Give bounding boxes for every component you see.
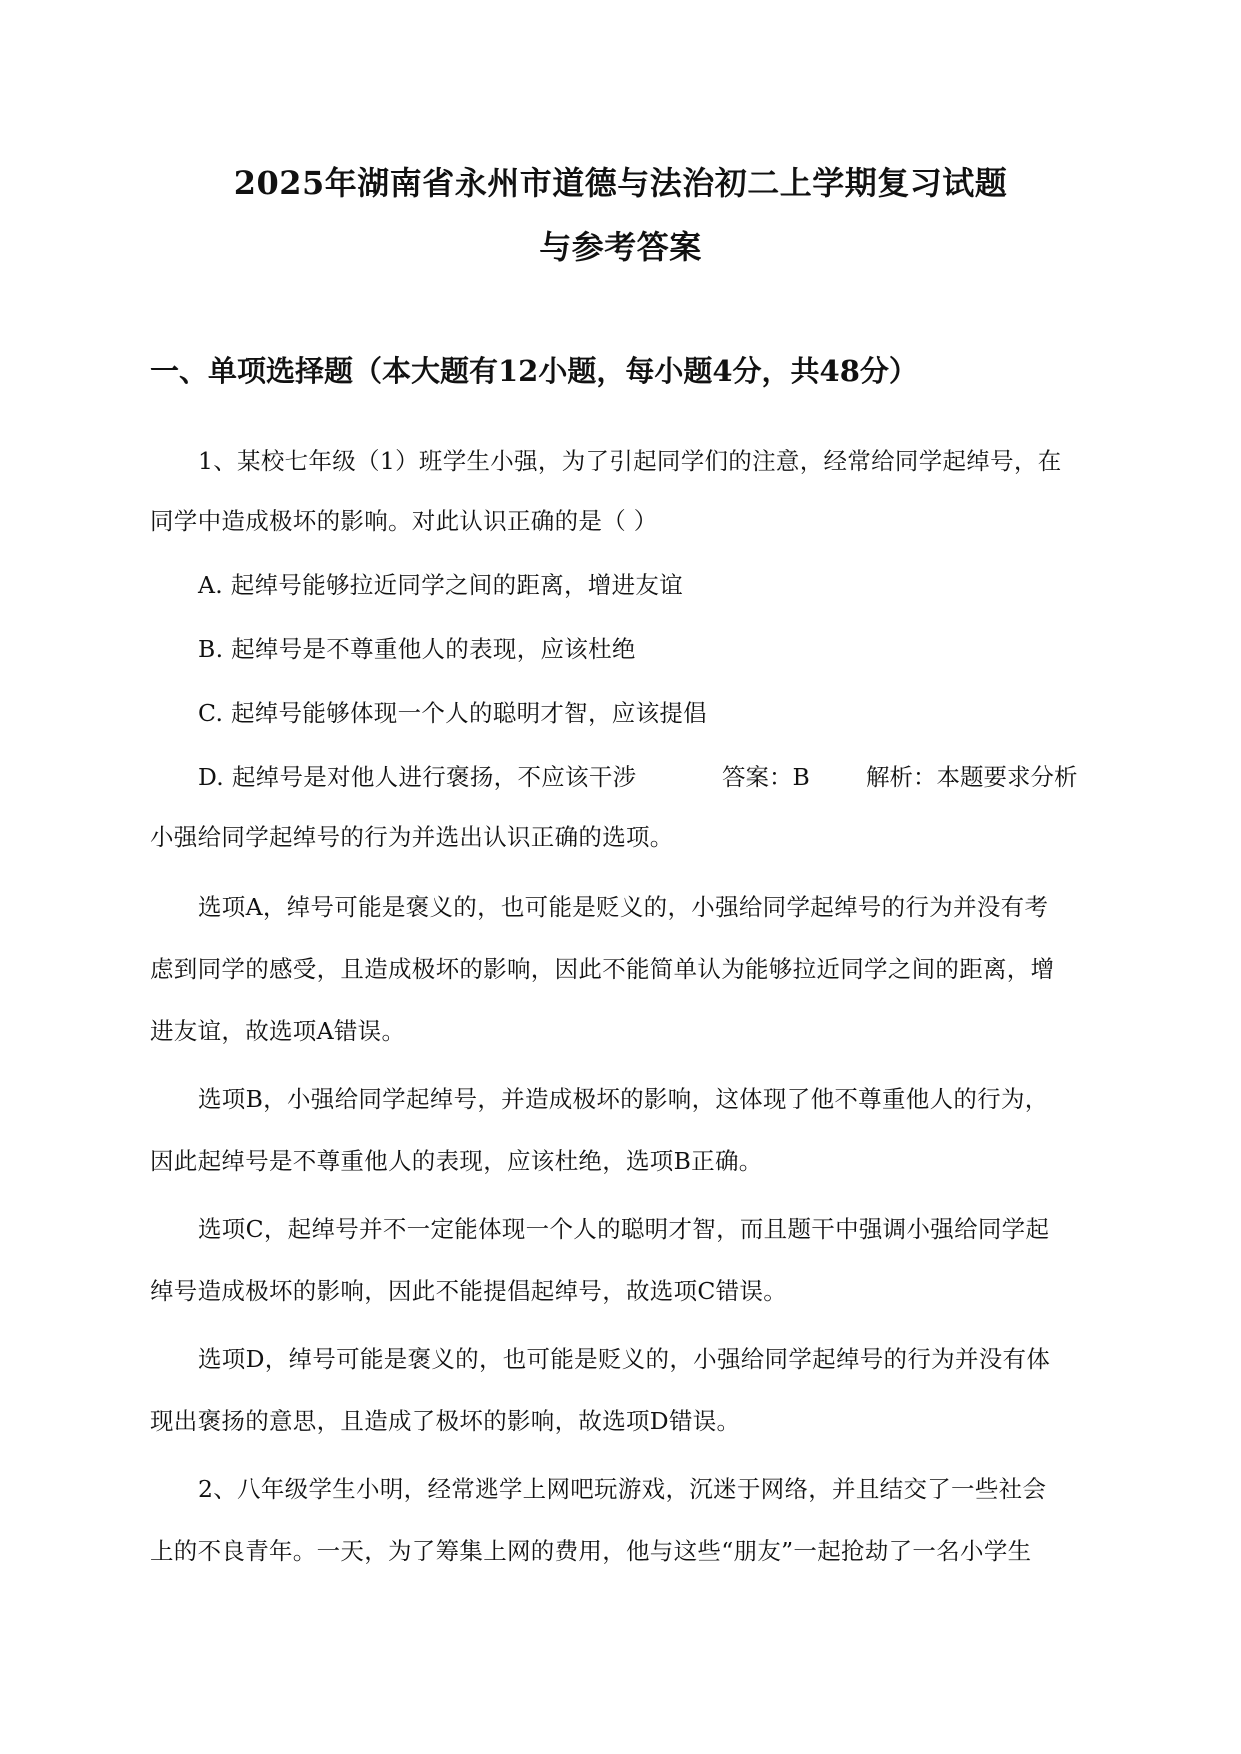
q1-option-d: D. 起绰号是对他人进行褒扬，不应该干涉: [198, 763, 637, 791]
q1-analysis-line2: 小强给同学起绰号的行为并选出认识正确的选项。: [150, 823, 674, 851]
q1-stem-line1: 1、某校七年级（1）班学生小强，为了引起同学们的注意，经常给同学起绰号，在: [198, 447, 1062, 475]
q1-answer: 答案：B: [722, 763, 810, 791]
q1-explain-b-line1: 选项B，小强给同学起绰号，并造成极坏的影响，这体现了他不尊重他人的行为，: [198, 1085, 1049, 1113]
section-heading: 一、单项选择题（本大题有12小题，每小题4分，共48分）: [150, 354, 918, 388]
q2-stem-line2: 上的不良青年。一天，为了筹集上网的费用，他与这些“朋友”一起抢劫了一名小学生: [150, 1537, 1032, 1565]
q1-explain-a-line2: 虑到同学的感受，且造成极坏的影响，因此不能简单认为能够拉近同学之间的距离，增: [150, 955, 1055, 983]
q1-option-c: C. 起绰号能够体现一个人的聪明才智，应该提倡: [198, 699, 707, 727]
q1-explain-d-line2: 现出褒扬的意思，且造成了极坏的影响，故选项D错误。: [150, 1407, 741, 1435]
q1-explain-b-line2: 因此起绰号是不尊重他人的表现，应该杜绝，选项B正确。: [150, 1147, 763, 1175]
q2-stem-line1: 2、八年级学生小明，经常逃学上网吧玩游戏，沉迷于网络，并且结交了一些社会: [198, 1475, 1047, 1503]
q1-option-b: B. 起绰号是不尊重他人的表现，应该杜绝: [198, 635, 636, 663]
q1-stem-line2: 同学中造成极坏的影响。对此认识正确的是（ ）: [150, 507, 658, 535]
q1-explain-c-line1: 选项C，起绰号并不一定能体现一个人的聪明才智，而且题干中强调小强给同学起: [198, 1215, 1050, 1243]
q1-explain-d-line1: 选项D，绰号可能是褒义的，也可能是贬义的，小强给同学起绰号的行为并没有体: [198, 1345, 1051, 1373]
q1-analysis-intro: 解析：本题要求分析: [866, 763, 1078, 791]
q1-explain-a-line1: 选项A，绰号可能是褒义的，也可能是贬义的，小强给同学起绰号的行为并没有考: [198, 893, 1049, 921]
q1-option-a: A. 起绰号能够拉近同学之间的距离，增进友谊: [198, 571, 684, 599]
document-title-line2: 与参考答案: [539, 228, 702, 266]
q1-explain-c-line2: 绰号造成极坏的影响，因此不能提倡起绰号，故选项C错误。: [150, 1277, 788, 1305]
document-title-line1: 2025年湖南省永州市道德与法治初二上学期复习试题: [233, 164, 1008, 202]
q1-explain-a-line3: 进友谊，故选项A错误。: [150, 1017, 406, 1045]
